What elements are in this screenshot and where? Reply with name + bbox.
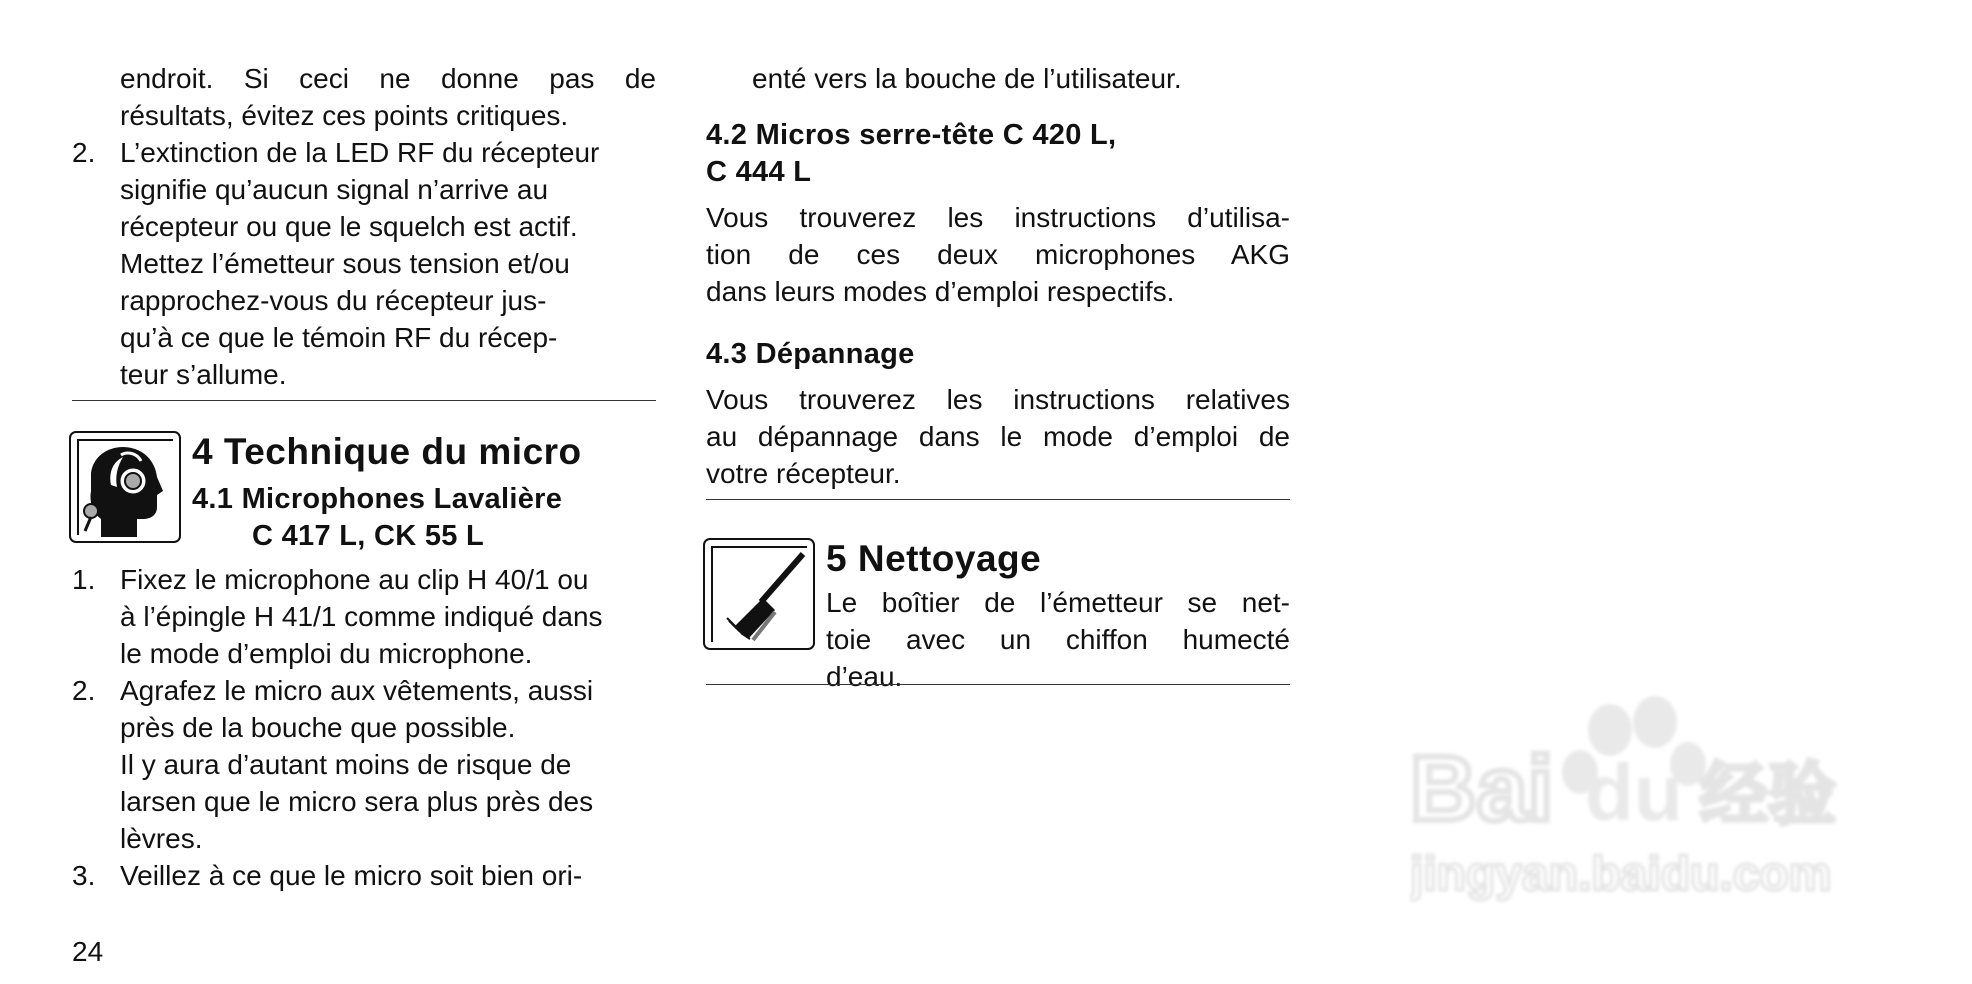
list-item: 2. L’extinction de la LED RF du récepteur signifie qu’aucun signal n’arrive au récepteur ou que le squelch est actif. Mettez l’émetteur sous tension et/ou rapprochez-vous du récepteur jus- qu’à ce que le témoin RF du récep- teur s’allume. [72, 134, 656, 393]
lavalier-steps [72, 561, 656, 894]
intro-line-2: résultats, évitez ces points critiques. [120, 100, 569, 131]
section-4-header [72, 431, 656, 552]
left-column [72, 60, 656, 894]
divider [706, 684, 1290, 685]
section-4-3-title: 4.3 Dépannage [706, 338, 915, 370]
section-4-2-models: C 444 L [706, 156, 812, 188]
section-4-title: 4 Technique du micro [192, 431, 582, 472]
section-5: 5 Nettoyage Le boîtier de l’émetteur se net- toie avec un chiffon humecté d’eau. [706, 538, 1290, 686]
divider [72, 400, 656, 401]
divider [706, 499, 1290, 500]
section-4-1-title: 4.1 Microphones Lavalière [192, 483, 563, 515]
troubleshoot-list [72, 134, 656, 393]
list-item: 1. Fixez le microphone au clip H 40/1 ou à l’épingle H 41/1 comme indiqué dans le mode d’emploi du microphone. [72, 564, 603, 669]
intro-line-1: endroit. Si ceci ne donne pas de [120, 63, 656, 94]
list-item: 3. Veillez à ce que le micro soit bien ori- [72, 860, 583, 891]
section-4-1-models: C 417 L, CK 55 L [252, 520, 485, 552]
list-item: 2. Agrafez le micro aux vêtements, aussi près de la bouche que possible. Il y aura d’autant moins de risque de larsen que le micro sera plus près des lèvres. [72, 675, 594, 854]
right-column [706, 60, 1290, 692]
cleaning-brush-icon [703, 538, 815, 650]
baidu-watermark-logo [1410, 690, 1880, 920]
svg-text:jingyan.baidu.com: jingyan.baidu.com [1410, 848, 1832, 901]
section-4-3: 4.3 Dépannage Vous trouverez les instructions relatives au dépannage dans le mode d’emploi de votre récepteur. [706, 338, 1290, 489]
svg-text:Bai: Bai [1410, 738, 1554, 840]
list-number: 2. [72, 137, 96, 168]
headset-speaker-icon [69, 431, 181, 543]
page-number: 24 [72, 936, 104, 967]
section-4-2: 4.2 Micros serre-tête C 420 L, C 444 L Vous trouverez les instructions d’utilisa- tion de ces deux microphones AKG dans leurs modes d’emploi respectifs. [706, 119, 1290, 307]
svg-text:经验: 经验 [1700, 756, 1837, 835]
section-4-2-title: 4.2 Micros serre-tête C 420 L, [706, 119, 1117, 151]
continuation-line: enté vers la bouche de l’utilisateur. [752, 63, 1182, 94]
svg-text:du: du [1585, 748, 1683, 837]
section-5-title: 5 Nettoyage [826, 538, 1042, 579]
